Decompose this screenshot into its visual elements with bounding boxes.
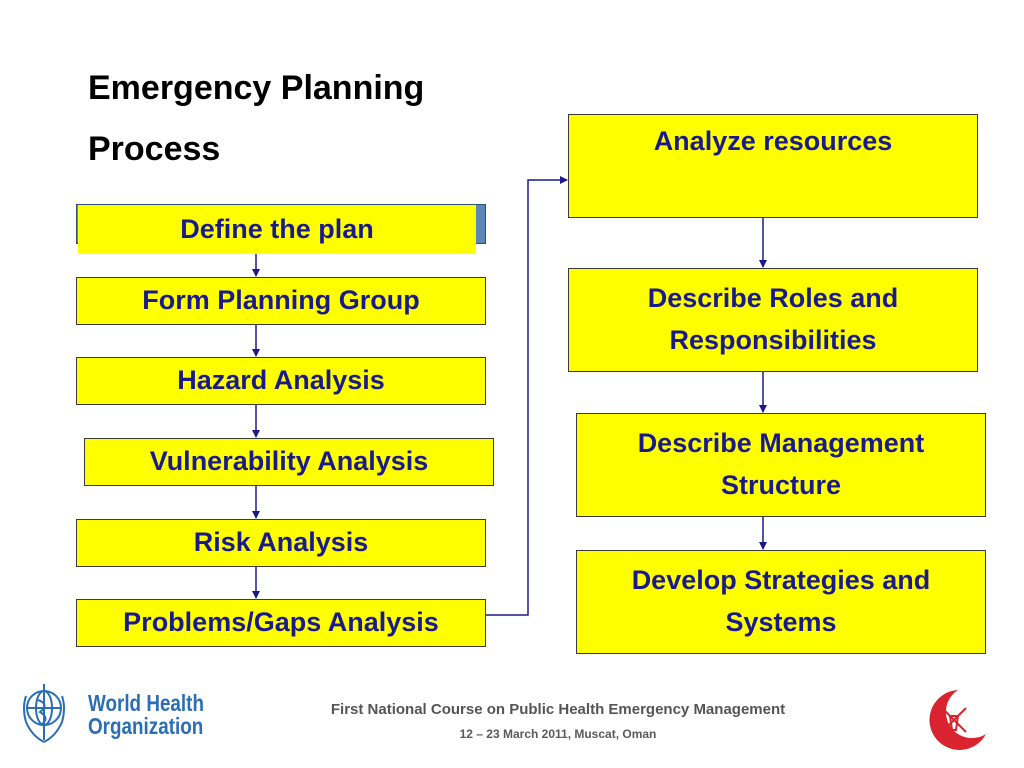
oman-crescent-emblem-icon [912,686,992,752]
title-line-2: Process [88,130,221,168]
course-title: First National Course on Public Health Emergency Management [330,701,786,718]
who-wordmark [88,692,204,738]
step-problems-gaps-analysis-label: Problems/Gaps Analysis [123,607,439,638]
arrow-gaps-to-resources [486,180,567,615]
step-form-planning-group-label: Form Planning Group [142,285,420,316]
who-wordmark-line-2: Organization [88,713,204,739]
step-describe-management-line-2: Structure [720,470,841,500]
who-wordmark-line-1: World Health [88,690,204,716]
step-vulnerability-analysis-label: Vulnerability Analysis [149,446,429,477]
step-describe-roles-line-2: Responsibilities [669,325,877,355]
step-hazard-analysis-label: Hazard Analysis [177,365,385,396]
step-describe-roles-line-1: Describe Roles and [647,283,899,314]
step-describe-management-line-1: Describe Management [637,428,925,459]
step-risk-analysis-label: Risk Analysis [193,527,369,558]
footer [0,670,1024,768]
step-define-plan: Define the plan [78,205,476,254]
who-logo [22,678,202,758]
step-develop-strategies-line-1: Develop Strategies and [631,565,931,596]
course-dates: 12 – 23 March 2011, Muscat, Oman [459,727,657,741]
title-line-1: Emergency Planning [88,69,425,107]
step-analyze-resources-label: Analyze resources [653,126,893,156]
step-develop-strategies-line-2: Systems [725,607,837,637]
who-emblem-icon [22,678,66,750]
